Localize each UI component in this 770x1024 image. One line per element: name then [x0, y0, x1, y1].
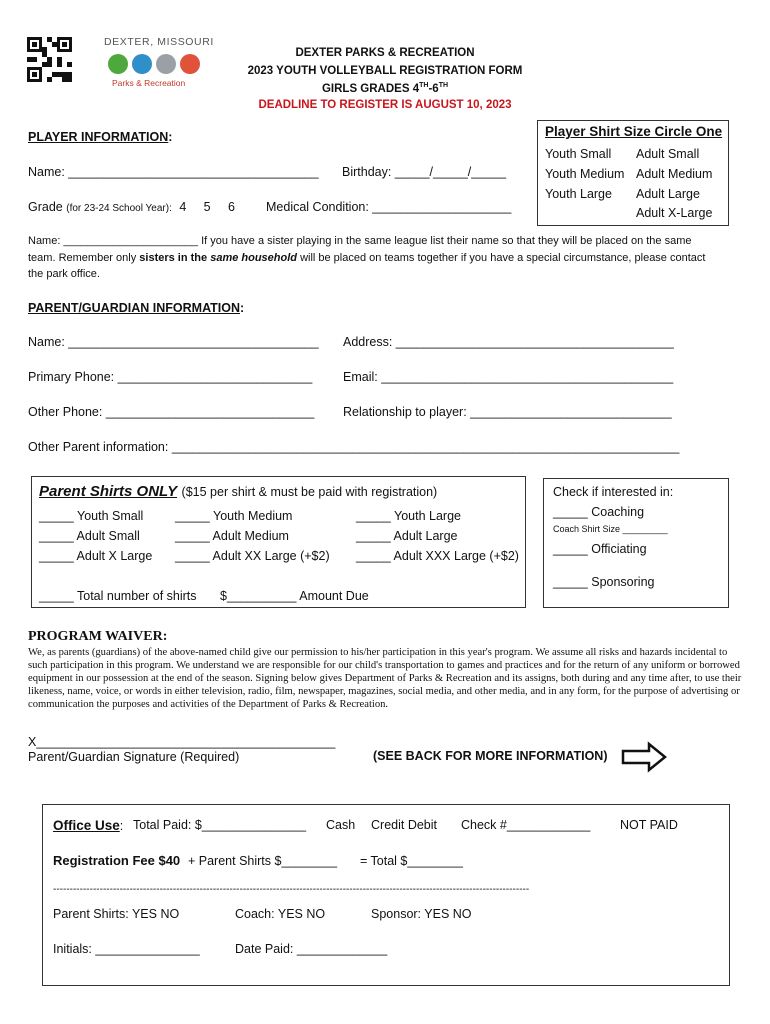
org-name: DEXTER PARKS & RECREATION [295, 47, 475, 59]
sister-note-d: will be placed on teams together if you have a special circumstance, please contact [300, 252, 706, 264]
ps-amount-due[interactable]: $__________ Amount Due [220, 589, 369, 603]
birthday-field[interactable]: Birthday: _____/_____/_____ [342, 165, 507, 179]
ps-total-shirts[interactable]: _____ Total number of shirts [39, 589, 197, 603]
ps-adult-xl[interactable]: _____ Adult X Large [39, 549, 153, 563]
ps-adult-medium[interactable]: _____ Adult Medium [175, 529, 289, 543]
grades-mid: -6 [428, 82, 439, 95]
waiver-title: PROGRAM WAIVER: [28, 629, 168, 644]
grade-label: Grade [28, 200, 63, 214]
player-heading-text: PLAYER INFORMATION [28, 130, 169, 144]
office-use-colon: : [119, 819, 124, 833]
shirt-adult-medium[interactable]: Adult Medium [636, 167, 713, 181]
sister-note-line3: the park office. [28, 268, 100, 280]
grades-sup-1: TH [419, 82, 429, 89]
office-date-paid[interactable]: Date Paid: _____________ [235, 942, 388, 956]
office-divider: ----------------------------------------------------------------------------------------------------------------------------------------------- [53, 884, 530, 895]
office-cash[interactable]: Cash [326, 818, 356, 832]
shirt-youth-small[interactable]: Youth Small [545, 147, 612, 161]
signature-label: Parent/Guardian Signature (Required) [28, 750, 240, 764]
grade-options[interactable]: 4 5 6 [179, 200, 235, 214]
logo-title: DEXTER, MISSOURI [104, 36, 214, 48]
grade-field[interactable] [28, 200, 235, 214]
sister-note-a: team. Remember only [28, 252, 137, 264]
interest-coaching[interactable]: _____ Coaching [553, 505, 645, 519]
ps-adult-xxxl[interactable]: _____ Adult XXX Large (+$2) [356, 549, 519, 563]
shirt-adult-large[interactable]: Adult Large [636, 187, 700, 201]
interest-officiating[interactable]: _____ Officiating [553, 542, 647, 556]
form-title: 2023 YOUTH VOLLEYBALL REGISTRATION FORM [247, 65, 523, 77]
medical-field[interactable]: Medical Condition: ____________________ [266, 200, 512, 214]
parent-shirts-title: Parent Shirts ONLY [39, 483, 178, 500]
office-parent-shirts-amount[interactable]: + Parent Shirts $________ [188, 854, 338, 868]
shirt-adult-small[interactable]: Adult Small [636, 147, 700, 161]
interest-sponsoring[interactable]: _____ Sponsoring [553, 575, 655, 589]
office-use-title-text: Office Use [53, 818, 120, 833]
office-parent-shirts[interactable]: Parent Shirts: YES NO [53, 907, 180, 921]
shirt-size-title: Player Shirt Size Circle One [545, 124, 723, 139]
office-total-paid[interactable]: Total Paid: $_______________ [133, 818, 307, 832]
sister-name-field[interactable]: Name: ______________________ If you have a sister playing in the same league list their name so that they will be placed on the same [28, 235, 692, 247]
parent-heading [28, 301, 244, 315]
ps-adult-xxl[interactable]: _____ Adult XX Large (+$2) [175, 549, 330, 563]
parent-name-field[interactable]: Name: ____________________________________ [28, 335, 319, 349]
waiver-text: We, as parents (guardians) of the above-named child give our permission to his/her participation in this year's program. We assume all risks and hazards incidental to such participation in this program. We understand we are responsible for our child's transportation to games and practices and for the return of any uniform or borrowed equipment in our possession at the end of the season. Signing below gives Department of Parks & Recreation and its assigns, both during and any time after, to use their likeness, name, voice, or words in either television, radio, film, newspaper, magazines, social media, and other media, and in any form, for the purpose of advertising or communication the purposes and activities of the Department of Parks & Recreation. [28, 647, 742, 710]
grade-note: (for 23-24 School Year): [66, 203, 172, 214]
office-coach[interactable]: Coach: YES NO [235, 907, 326, 921]
ps-adult-large[interactable]: _____ Adult Large [356, 529, 458, 543]
coach-shirt-size[interactable]: Coach Shirt Size _________ [553, 524, 668, 534]
office-use-title [53, 817, 123, 835]
parent-heading-colon: : [240, 301, 245, 315]
signature-line[interactable]: X___________________________________________ [28, 735, 336, 749]
office-not-paid[interactable]: NOT PAID [620, 818, 678, 832]
parent-heading-text: PARENT/GUARDIAN INFORMATION [28, 301, 241, 315]
ps-youth-small[interactable]: _____ Youth Small [39, 509, 144, 523]
office-initials[interactable]: Initials: _______________ [53, 942, 200, 956]
grades-heading [0, 82, 770, 95]
relationship-field[interactable]: Relationship to player: _____________________________ [343, 405, 672, 419]
grades-sup-2: TH [438, 82, 449, 89]
primary-phone-field[interactable]: Primary Phone: ____________________________ [28, 370, 313, 384]
registration-fee: Registration Fee $40 [53, 853, 181, 868]
ps-youth-medium[interactable]: _____ Youth Medium [175, 509, 293, 523]
office-total[interactable]: = Total $________ [360, 854, 463, 868]
player-heading [28, 130, 172, 144]
shirt-adult-xlarge[interactable]: Adult X-Large [636, 206, 713, 220]
office-credit-debit[interactable]: Credit Debit [371, 818, 437, 832]
deadline: DEADLINE TO REGISTER IS AUGUST 10, 2023 [258, 99, 512, 111]
logo-subtitle: Parks & Recreation [112, 78, 186, 88]
player-name-field[interactable]: Name: ____________________________________ [28, 165, 319, 179]
office-sponsor[interactable]: Sponsor: YES NO [371, 907, 472, 921]
parent-shirts-heading [39, 483, 437, 501]
see-back-note: (SEE BACK FOR MORE INFORMATION) [373, 749, 608, 763]
ps-youth-large[interactable]: _____ Youth Large [356, 509, 461, 523]
email-field[interactable]: Email: __________________________________________ [343, 370, 674, 384]
grades-prefix: GIRLS GRADES 4 [321, 82, 420, 95]
address-field[interactable]: Address: ________________________________________ [343, 335, 674, 349]
office-check[interactable]: Check #____________ [461, 818, 591, 832]
other-parent-field[interactable]: Other Parent information: _________________________________________________________________________ [28, 440, 680, 454]
parent-shirts-subtitle: ($15 per shirt & must be paid with registration) [181, 485, 438, 499]
other-phone-field[interactable]: Other Phone: ______________________________ [28, 405, 315, 419]
ps-adult-small[interactable]: _____ Adult Small [39, 529, 140, 543]
shirt-youth-large[interactable]: Youth Large [545, 187, 612, 201]
interest-title: Check if interested in: [553, 485, 674, 499]
sister-note-b: sisters in the [139, 252, 208, 264]
right-arrow-icon [621, 741, 667, 773]
player-heading-colon: : [168, 130, 173, 144]
sister-note-c: same household [210, 252, 297, 264]
sister-note-line2 [28, 252, 705, 264]
shirt-youth-medium[interactable]: Youth Medium [545, 167, 625, 181]
